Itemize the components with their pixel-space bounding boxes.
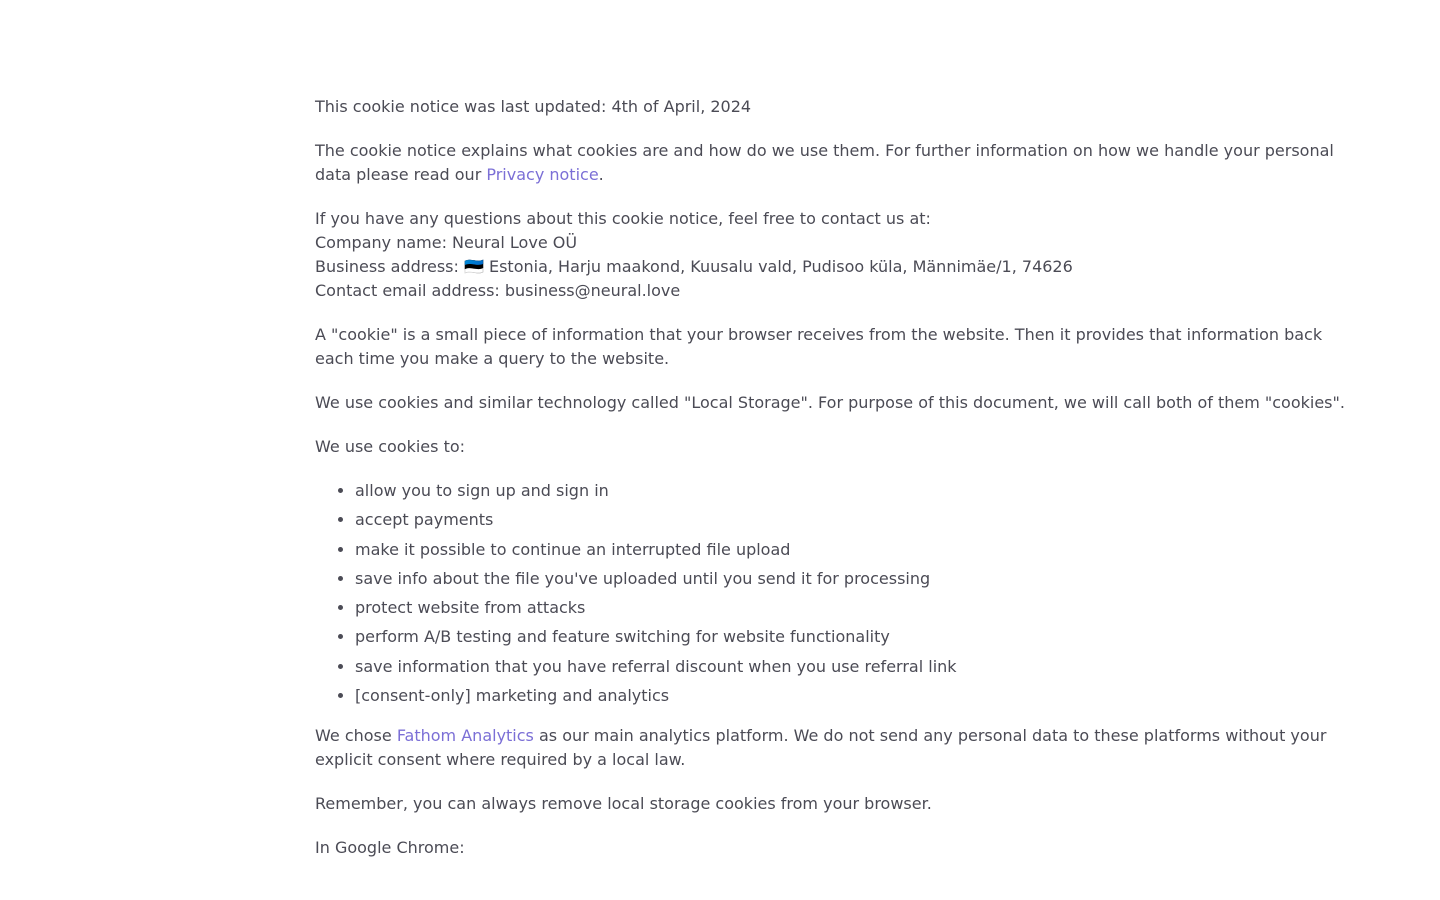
list-item: • make it possible to continue an interrupted file upload — [355, 538, 1345, 562]
intro-paragraph — [315, 139, 1345, 187]
list-item: • perform A/B testing and feature switching for website functionality — [355, 625, 1345, 649]
analytics-paragraph — [315, 724, 1345, 772]
remember-paragraph: Remember, you can always remove local storage cookies from your browser. — [315, 794, 932, 814]
list-item: • [consent-only] marketing and analytics — [355, 684, 1345, 708]
intro-period: . — [598, 165, 604, 184]
analytics-text-before: We chose — [315, 726, 397, 746]
business-address: Business address: 🇪🇪 Estonia, Harju maakond, Kuusalu vald, Pudisoo küla, Männimäe/1, 74626 — [315, 257, 1073, 276]
list-item: • allow you to sign up and sign in — [355, 479, 1345, 503]
cookie-uses-intro: We use cookies to: — [315, 437, 466, 456]
contact-intro: If you have any questions about this cookie notice, feel free to contact us at: — [315, 209, 931, 228]
company-name: Company name: Neural Love OÜ — [315, 233, 578, 252]
fathom-analytics-link[interactable]: Fathom Analytics — [396, 726, 534, 746]
list-item: • save information that you have referral discount when you use referral link — [355, 655, 1345, 679]
cookie-definition-paragraph: A "cookie" is a small piece of information that your browser receives from the website. Then it provides that information back each time you make a query to the website. — [315, 325, 1323, 368]
privacy-notice-link[interactable]: Privacy notice — [486, 165, 599, 184]
list-item: • accept payments — [355, 508, 1345, 532]
cookie-notice-content — [315, 95, 1345, 880]
cookie-uses-list — [315, 479, 1345, 708]
chrome-heading: In Google Chrome: — [315, 838, 465, 858]
contact-email: Contact email address: business@neural.love — [315, 281, 681, 300]
local-storage-paragraph: We use cookies and similar technology called "Local Storage". For purpose of this document, we will call both of them "cookies". — [315, 393, 1345, 412]
list-item: • protect website from attacks — [355, 596, 1345, 620]
contact-paragraph — [315, 207, 1345, 303]
last-updated-text: This cookie notice was last updated: 4th of April, 2024 — [315, 97, 752, 116]
list-item: • save info about the file you've uploaded until you send it for processing — [355, 567, 1345, 591]
intro-text: The cookie notice explains what cookies are and how do we use them. For further information on how we handle your personal data please read our — [315, 141, 1334, 184]
analytics-text-after: as our main analytics platform. We do not send any personal data to these platforms without your explicit consent where required by a local law. — [315, 726, 1327, 770]
